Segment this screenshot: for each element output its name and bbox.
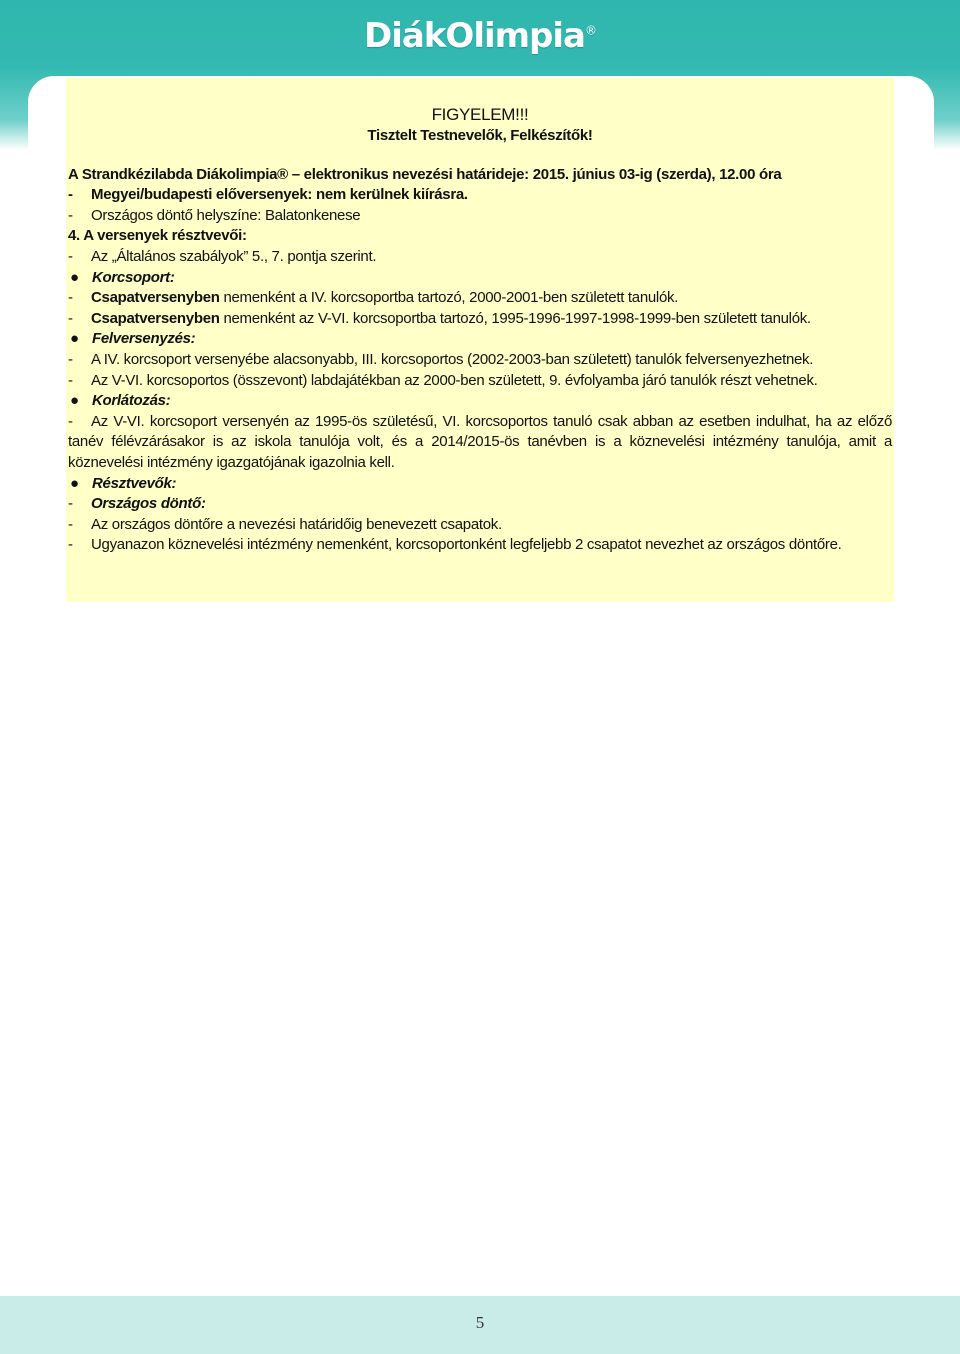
bullet-icon: ●: [70, 330, 79, 348]
orszagos-item: - Ugyanazon köznevelési intézmény nemenként, korcsoportonként legfeljebb 2 csapatot nevezhet az országos döntőre.: [68, 536, 842, 554]
altalanos-line: - Az „Általános szabályok” 5., 7. pontja szerint.: [68, 247, 377, 265]
page-number: 5: [475, 1313, 485, 1332]
felversenyzes-item: - A IV. korcsoport versenyébe alacsonyabb, III. korcsoportos (2002-2003-ban született) tanulók felversenyezhetnek.: [68, 350, 814, 368]
orszagos-item: - Az országos döntőre a nevezési határidőig benevezett csapatok.: [68, 515, 502, 533]
felversenyzes-item: - Az V-VI. korcsoportos (összevont) labdajátékban az 2000-ben született, 9. évfolyamba járó tanulók részt vehetnek.: [68, 371, 818, 389]
orszagos-donto-heading: - Országos döntő:: [68, 495, 206, 513]
notice-title: FIGYELEM!!!: [431, 105, 529, 124]
diakolimpia-logo: [0, 16, 960, 56]
korcsoport-heading: ● Korcsoport:: [68, 268, 892, 289]
orszagos-helyszin-line: - Országos döntő helyszíne: Balatonkenese: [68, 206, 361, 224]
korlatozas-text: - Az V-VI. korcsoport versenyén az 1995-ös születésű, VI. korcsoportos tanuló csak abban az esetben indulhat, ha az előző tanév félévzárásakor is az iskola tanulója volt, és a 2014/2015-ös tanévben is a köznevelési intézmény tanulója, amit a köznevelési intézmény igazgatójának igazolnia kell.: [68, 412, 892, 471]
korcsoport-item: - Csapatversenyben nemenként az V-VI. korcsoportba tartozó, 1995-1996-1997-1998-1999-ben született tanulók.: [68, 309, 811, 327]
notice-greeting: Tisztelt Testnevelők, Felkészítők!: [367, 127, 593, 144]
korlatozas-heading: ● Korlátozás:: [68, 391, 892, 412]
felversenyzes-heading: ● Felversenyzés:: [68, 329, 892, 350]
section-4-heading: 4. A versenyek résztvevői:: [68, 227, 247, 245]
deadline-line: A Strandkézilabda Diákolimpia® – elektronikus nevezési határideje: 2015. június 03-ig (szerda), 12.00 óra: [68, 165, 782, 183]
logo-registered-mark: ®: [585, 23, 596, 38]
document-body: [68, 104, 892, 556]
bullet-icon: ●: [70, 268, 79, 286]
resztvevok-heading: ● Résztvevők:: [68, 474, 892, 495]
korcsoport-item: - Csapatversenyben nemenként a IV. korcsoportba tartozó, 2000-2001-ben született tanulók.: [68, 289, 679, 307]
bullet-icon: ●: [70, 474, 79, 492]
megyei-line: - Megyei/budapesti előversenyek: nem kerülnek kiírásra.: [68, 186, 468, 204]
logo-text: DiákOlimpia: [363, 16, 585, 56]
bullet-icon: ●: [70, 392, 79, 410]
